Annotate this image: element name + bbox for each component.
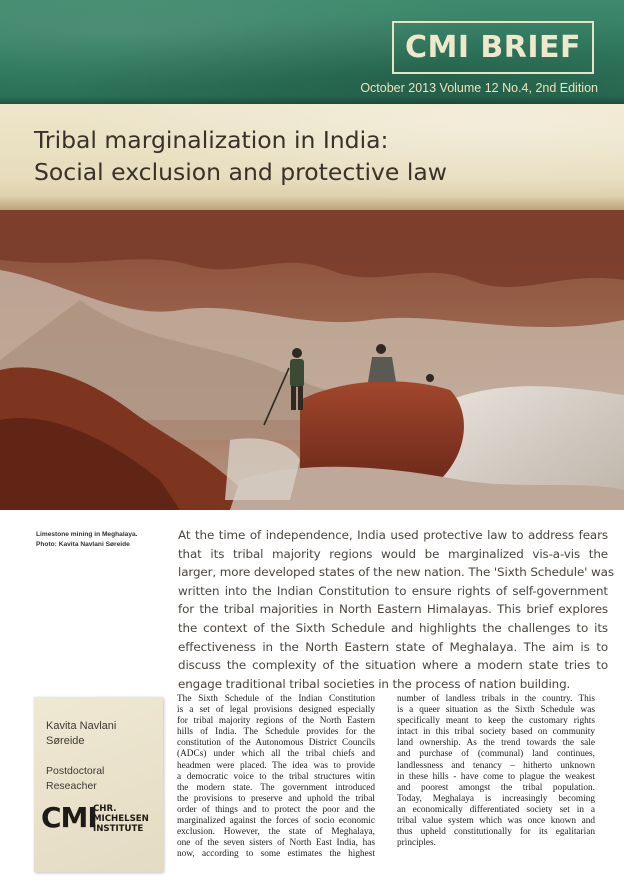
body-line: and poorest amongst the tribal population.: [397, 782, 595, 793]
body-line: is a queer situation as the Sixth Schedule was: [397, 705, 595, 716]
body-column-1: [177, 694, 375, 860]
body-column-2: [397, 694, 595, 849]
lead-line: that its tribal majority regions would be marginalized vis-a-vis the: [178, 546, 608, 561]
title-line: Tribal marginalization in India:: [34, 126, 389, 154]
lead-line: written into the Indian Constitution to ensure rights of self-government: [178, 583, 608, 598]
lead-line: the context of the Sixth Schedule and highlights the challenges to its: [178, 620, 608, 635]
caption-line: Limestone mining in Meghalaya.: [36, 531, 138, 538]
body-line: hills of India. The Schedule provides for the: [177, 727, 375, 738]
page-title: [34, 124, 447, 188]
body-line: land ownership. As the trend towards the sale: [397, 738, 595, 749]
lead-line: larger, more developed states of the new nation. The 'Sixth Schedule' was: [178, 565, 614, 580]
body-line: Today, Meghalaya is increasingly becoming: [397, 793, 595, 804]
brand-title: CMI BRIEF: [404, 30, 582, 65]
author-role-line: Postdoctoral: [46, 765, 105, 777]
body-line: principles.: [397, 838, 436, 849]
cmi-logo-mark: CMI: [41, 801, 97, 834]
body-line: a democratic voice to the tribal structures witin: [177, 771, 375, 782]
body-line: headmen were placed. The idea was to provide: [177, 760, 375, 771]
title-line: Social exclusion and protective law: [34, 158, 447, 186]
masthead: [0, 0, 624, 104]
cover-photo: [0, 210, 624, 510]
author-name: [46, 719, 161, 749]
lead-paragraph: [178, 526, 614, 693]
body-line: now, according to some estimates the highest: [177, 849, 375, 860]
body-line: an economically differentiated society set in a: [397, 804, 595, 815]
body-line: the provisions to preserve and uphold the tribal: [177, 793, 375, 804]
body-line: marginalized against the forces of socio economic: [177, 816, 375, 827]
body-line: number of landless tribals in the country. This: [397, 694, 595, 704]
author-box: [34, 697, 163, 872]
red-ledge: [300, 381, 464, 480]
body-line: exclusion. However, the state of Meghalaya,: [177, 827, 375, 838]
cmi-logo-name: [93, 804, 149, 834]
body-line: tribal value system which was once known and: [397, 816, 595, 827]
lead-line: engage traditional tribal societies in the process of nation building.: [178, 676, 571, 691]
caption-line: Photo: Kavita Navlani Søreide: [36, 540, 130, 548]
cmi-logo-name-line: INSTITUTE: [93, 824, 144, 834]
body-line: landlessness and tenancy – hitherto unknown: [397, 760, 595, 771]
lead-line: At the time of independence, India used protective law to address fears: [178, 528, 608, 542]
photo-caption: [36, 530, 176, 549]
body-line: The Sixth Schedule of the Indian Constitution: [177, 694, 375, 704]
body-line: and purchase of (communal) land continues,: [397, 749, 595, 760]
issue-info: October 2013 Volume 12 No.4, 2nd Edition: [360, 81, 598, 95]
body-line: for tribal majority regions of the North Eastern: [177, 716, 375, 727]
lead-line: effectiveness in the North Eastern state of Meghalaya. The aim is to: [178, 639, 608, 654]
brand-logo-box: [392, 21, 594, 74]
body-line: the modern state. The government introduced: [177, 782, 375, 793]
body-line: order of things and to protect the poor and the: [177, 804, 375, 815]
body-line: constitution of the Autonomous District Councils: [177, 738, 375, 749]
body-line: (ADCs) under which all the tribal chiefs and: [177, 749, 375, 760]
author-role-line: Reseacher: [46, 780, 97, 792]
body-line: intact in this tribal society based on community: [397, 727, 595, 738]
author-name-line: Søreide: [46, 735, 85, 747]
author-name-line: Kavita Navlani: [46, 720, 117, 732]
body-line: is a set of legal provisions designed especially: [177, 705, 375, 716]
body-line: one of the seven sisters of North East India, has: [177, 838, 375, 849]
cmi-logo-name-line: MICHELSEN: [93, 814, 149, 824]
body-line: thus upheld constitutionally for its egalitarian: [397, 827, 595, 838]
cmi-logo-name-line: CHR.: [93, 804, 117, 814]
body-line: specifically meant to keep the customary rights: [397, 716, 595, 727]
cmi-logo: [41, 802, 159, 834]
lead-line: discuss the complexity of the situation where a modern state tries to: [178, 658, 608, 673]
lead-line: for the tribal majorities in North Eastern Himalayas. This brief explores: [178, 602, 608, 617]
title-band: [0, 104, 624, 210]
body-line: in these hills - have come to plague the weakest: [397, 771, 595, 782]
author-role: [46, 764, 161, 794]
